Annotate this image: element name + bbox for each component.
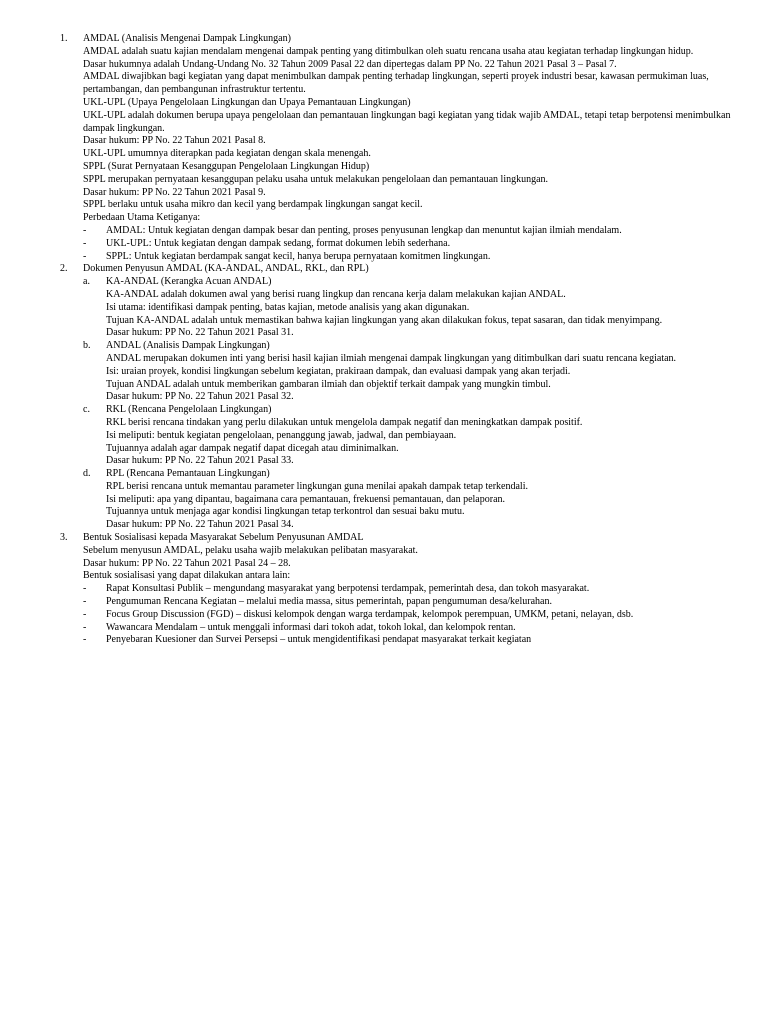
section-3 [60,532,740,647]
section-1 [60,33,740,263]
section-heading [60,33,740,46]
list-letter: c. [83,404,90,416]
paragraph: Isi meliputi: bentuk kegiatan pengelolaan, penanggung jawab, jadwal, dan pembiayaan. [106,429,457,441]
dash-marker: - [83,583,87,595]
paragraph: Dasar hukum: PP No. 22 Tahun 2021 Pasal 31. [106,327,294,339]
section-heading [60,263,740,276]
list-number: 3. [60,532,68,544]
section-title: Dokumen Penyusun AMDAL (KA-ANDAL, ANDAL, RKL, dan RPL) [83,263,369,275]
list-item-text: Rapat Konsultasi Publik – mengundang masyarakat yang berpotensi terdampak, pemerintah desa, dan tokoh masyarakat. [106,583,590,595]
section-title: AMDAL (Analisis Mengenai Dampak Lingkungan) [83,33,291,44]
dash-marker: - [83,237,87,249]
subsection-d [60,468,740,532]
paragraph: Tujuan ANDAL adalah untuk memberikan gambaran ilmiah dan objektif terkait dampak yang mungkin timbul. [106,378,551,390]
paragraph: KA-ANDAL adalah dokumen awal yang berisi ruang lingkup dan rencana kerja dalam melakukan kajian ANDAL. [106,288,566,300]
paragraph: Isi: uraian proyek, kondisi lingkungan sebelum kegiatan, prakiraan dampak, dan evaluasi dampak yang akan terjadi. [106,365,571,377]
paragraph: Isi utama: identifikasi dampak penting, batas kajian, metode analisis yang akan digunakan. [106,301,470,313]
list-letter: b. [83,340,91,352]
dash-marker: - [83,250,87,262]
subsection-c [60,404,740,468]
paragraph: Dasar hukum: PP No. 22 Tahun 2021 Pasal 34. [106,519,294,531]
paragraph: Tujuannya adalah agar dampak negatif dapat dicegah atau diminimalkan. [106,442,399,454]
list-item-text: Wawancara Mendalam – untuk menggali informasi dari tokoh adat, tokoh lokal, dan kelompok rentan. [106,621,516,633]
section-2 [60,263,740,532]
subsection-heading [60,276,740,289]
list-item [60,634,740,647]
subsection-title: KA-ANDAL (Kerangka Acuan ANDAL) [106,276,272,288]
paragraph: Dasar hukum: PP No. 22 Tahun 2021 Pasal 32. [106,391,294,403]
list-item [60,583,740,596]
list-letter: a. [83,276,90,288]
list-number: 1. [60,33,68,44]
list-item-text: Focus Group Discussion (FGD) – diskusi kelompok dengan warga terdampak, kelompok perempuan, UMKM, petani, nelayan, dsb. [106,608,634,620]
dash-marker: - [83,608,87,620]
paragraph: UKL-UPL adalah dokumen berupa upaya pengelolaan dan pemantauan lingkungan bagi kegiatan yang tidak wajib AMDAL, tetapi tetap berpotensi menimbulkan dampak lingkungan. [83,109,731,134]
list-item [60,609,740,622]
list-letter: d. [83,468,91,480]
section-title: Bentuk Sosialisasi kepada Masyarakat Sebelum Penyusunan AMDAL [83,532,364,544]
document-body [60,33,740,647]
dash-marker: - [83,621,87,633]
subsection-title: RPL (Rencana Pemantauan Lingkungan) [106,468,270,480]
list-item-text: Penyebaran Kuesioner dan Survei Persepsi – untuk mengidentifikasi pendapat masyarakat terkait kegiatan [106,634,532,646]
list-item [60,251,740,264]
list-item [60,238,740,251]
paragraph: ANDAL merupakan dokumen inti yang berisi hasil kajian ilmiah mengenai dampak lingkungan yang ditimbulkan dari suatu rencana kegiatan. [106,352,677,364]
paragraph: Isi meliputi: apa yang dipantau, bagaimana cara pemantauan, frekuensi pemantauan, dan pelaporan. [106,493,506,505]
paragraph: Tujuannya untuk menjaga agar kondisi lingkungan tetap terkontrol dan sesuai baku mutu. [106,506,465,518]
paragraph: Sebelum menyusun AMDAL, pelaku usaha wajib melakukan pelibatan masyarakat. [83,544,418,556]
list-number: 2. [60,263,68,275]
list-item-text: UKL-UPL: Untuk kegiatan dengan dampak sedang, format dokumen lebih sederhana. [106,237,451,249]
list-item [60,596,740,609]
paragraph: RPL berisi rencana untuk memantau parameter lingkungan guna menilai apakah dampak tetap terkendali. [106,480,528,492]
paragraph: SPPL (Surat Pernyataan Kesanggupan Pengelolaan Lingkungan Hidup) [83,160,370,172]
subsection-b [60,340,740,404]
paragraph: UKL-UPL umumnya diterapkan pada kegiatan dengan skala menengah. [83,148,371,160]
subsection-heading [60,404,740,417]
subsection-title: ANDAL (Analisis Dampak Lingkungan) [106,340,270,352]
subsection-heading [60,340,740,353]
paragraph: Tujuan KA-ANDAL adalah untuk memastikan bahwa kajian lingkungan yang akan dilakukan fokus, tepat sasaran, dan tidak menyimpang. [106,314,663,326]
subsection-a [60,276,740,340]
paragraph: Bentuk sosialisasi yang dapat dilakukan antara lain: [83,570,291,582]
paragraph: AMDAL diwajibkan bagi kegiatan yang dapat menimbulkan dampak penting terhadap lingkungan, seperti proyek industri besar, kawasan permukiman luas, pertambangan, dan pembangunan infrastruktur tertentu. [83,71,709,96]
dash-marker: - [83,596,87,608]
paragraph: Dasar hukum: PP No. 22 Tahun 2021 Pasal 8. [83,135,266,147]
subsection-heading [60,468,740,481]
paragraph: RKL berisi rencana tindakan yang perlu dilakukan untuk mengelola dampak negatif dan meningkatkan dampak positif. [106,416,583,428]
list-item [60,225,740,238]
list-item [60,622,740,635]
list-item-text: Pengumuman Rencana Kegiatan – melalui media massa, situs pemerintah, papan pengumuman desa/kelurahan. [106,596,552,608]
paragraph: Dasar hukum: PP No. 22 Tahun 2021 Pasal 9. [83,186,266,198]
subsection-title: RKL (Rencana Pengelolaan Lingkungan) [106,404,272,416]
list-item-text: AMDAL: Untuk kegiatan dengan dampak besar dan penting, proses penyusunan lengkap dan menuntut kajian ilmiah mendalam. [106,224,622,236]
paragraph: Dasar hukum: PP No. 22 Tahun 2021 Pasal 33. [106,455,294,467]
paragraph: Dasar hukumnya adalah Undang-Undang No. 32 Tahun 2009 Pasal 22 dan dipertegas dalam PP No. 22 Tahun 2021 Pasal 3 – Pasal 7. [83,58,617,70]
paragraph: SPPL berlaku untuk usaha mikro dan kecil yang berdampak lingkungan sangat kecil. [83,199,423,211]
dash-marker: - [83,224,87,236]
list-item-text: SPPL: Untuk kegiatan berdampak sangat kecil, hanya berupa pernyataan komitmen lingkungan. [106,250,491,262]
paragraph: Perbedaan Utama Ketiganya: [83,212,201,224]
paragraph: SPPL merupakan pernyataan kesanggupan pelaku usaha untuk melakukan pengelolaan dan pemantauan lingkungan. [83,173,549,185]
paragraph: UKL-UPL (Upaya Pengelolaan Lingkungan dan Upaya Pemantauan Lingkungan) [83,96,411,108]
paragraph: Dasar hukum: PP No. 22 Tahun 2021 Pasal 24 – 28. [83,557,291,569]
section-heading [60,532,740,545]
paragraph: AMDAL adalah suatu kajian mendalam mengenai dampak penting yang ditimbulkan oleh suatu rencana usaha atau kegiatan terhadap lingkungan hidup. [83,45,694,57]
dash-marker: - [83,634,87,646]
